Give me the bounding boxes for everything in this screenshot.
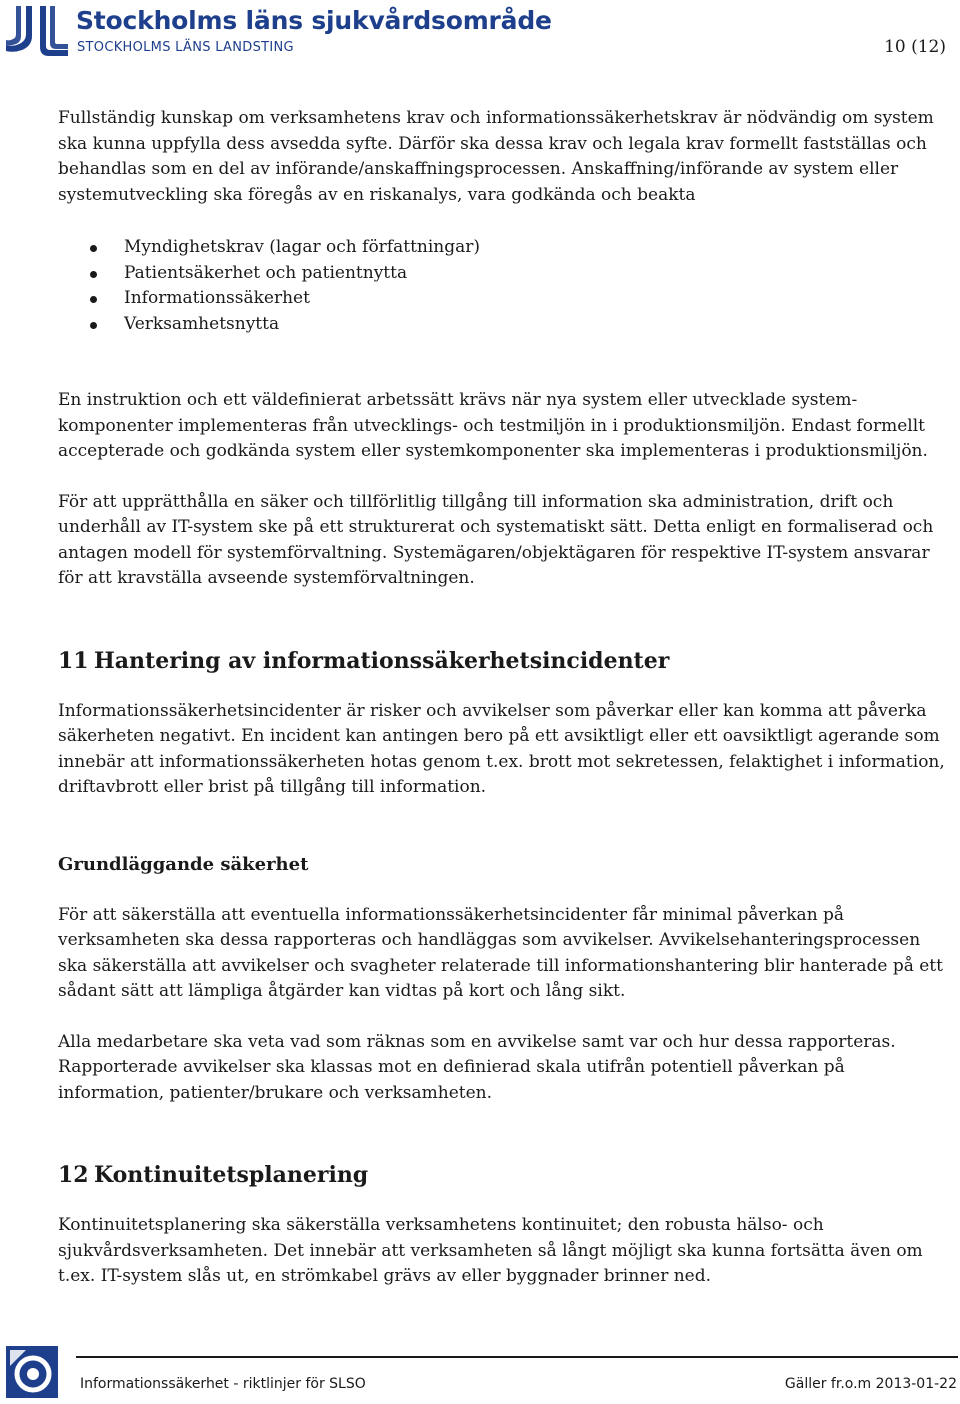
footer-divider: [76, 1356, 958, 1358]
list-item: Myndighetskrav (lagar och författningar): [58, 235, 950, 261]
list-item: Patientsäkerhet och patientnytta: [58, 261, 950, 287]
basic-security-paragraph-1: För att säkerställa att eventuella informationssäkerhetsincidenter får minimal påverkan på verksamheten ska dessa rapporteras och handläggas som avvikelser. Avvikelsehanteringsprocessen ska säkerställa att avvikelser och svagheter relaterade till informationshantering blir hanterade på ett sådant sätt att lämpliga åtgärder kan vidtas på kort och lång sikt.: [58, 904, 943, 1001]
intro-paragraph: Fullständig kunskap om verksamhetens krav och informationssäkerhetskrav är nödvändig om system ska kunna uppfylla dess avsedda syfte. Därför ska dessa krav och legala krav formellt fastställas och behandlas som en del av införande/anskaffningsprocessen. Anskaffning/införande av system eller systemutveckling ska föregås av en riskanalys, vara godkända och beakta: [58, 108, 934, 205]
basic-security-paragraph-2: Alla medarbetare ska veta vad som räknas som en avvikelse samt var och hur dessa rapporteras. Rapporterade avvikelser ska klassas mot en definierad skala utifrån potentiell påverkan på information, patienter/brukare och verksamheten.: [58, 1031, 896, 1103]
bullet-icon: [90, 245, 97, 252]
document-body: [58, 106, 950, 1290]
sll-logo-icon: [6, 6, 68, 56]
valid-from-date: Gäller fr.o.m 2013-01-22: [784, 1376, 957, 1392]
page-header: [0, 0, 960, 70]
page-number: 10 (12): [884, 37, 946, 57]
implementation-paragraph: En instruktion och ett väldefinierat arbetssätt krävs när nya system eller utvecklade system-komponenter implementeras från utvecklings- och testmiljön in i produktionsmiljön. Endast formellt accepterade och godkända system eller systemkomponenter ska implementeras i produktionsmiljön.: [58, 390, 928, 461]
requirements-list: [58, 235, 950, 337]
section-heading-12: 12 Kontinuitetsplanering: [58, 1162, 369, 1188]
incident-paragraph: Informationssäkerhetsincidenter är risker och avvikelser som påverkar eller kan komma att påverka säkerheten negativt. En incident kan antingen bero på ett avsiktligt eller ett oavsiktligt agerande som innebär att informationssäkerheten hotas genom t.ex. brott mot sekretessen, felaktighet i information, driftavbrott eller brist på tillgång till information.: [58, 700, 945, 797]
bullet-icon: [90, 322, 97, 329]
organization-subtitle: STOCKHOLMS LÄNS LANDSTING: [77, 40, 294, 55]
page-footer: [0, 1340, 960, 1404]
sll-emblem-icon: [6, 1346, 58, 1398]
list-item: Verksamhetsnytta: [58, 312, 950, 338]
list-item: Informationssäkerhet: [58, 286, 950, 312]
subsection-heading: Grundläggande säkerhet: [58, 853, 309, 875]
document-title: Informationssäkerhet - riktlinjer för SLSO: [80, 1376, 366, 1392]
system-management-paragraph: För att upprätthålla en säker och tillförlitlig tillgång till information ska administration, drift och underhåll av IT-system ske på ett strukturerat och systematiskt sätt. Detta enligt en formaliserad och antagen modell för systemförvaltning. Systemägaren/objektägaren för respektive IT-system ansvarar för att kravställa avseende systemförvaltningen.: [58, 491, 934, 588]
bullet-icon: [90, 296, 97, 303]
organization-name: Stockholms läns sjukvårdsområde: [76, 6, 552, 35]
bullet-icon: [90, 271, 97, 278]
section-heading-11: 11 Hantering av informationssäkerhetsincidenter: [58, 647, 670, 674]
continuity-paragraph: Kontinuitetsplanering ska säkerställa verksamhetens kontinuitet; den robusta hälso- och sjukvårdsverksamheten. Det innebär att verksamheten så långt möjligt ska kunna fortsätta även om t.ex. IT-system slås ut, en strömkabel grävs av eller byggnader brinner ned.: [58, 1215, 923, 1286]
